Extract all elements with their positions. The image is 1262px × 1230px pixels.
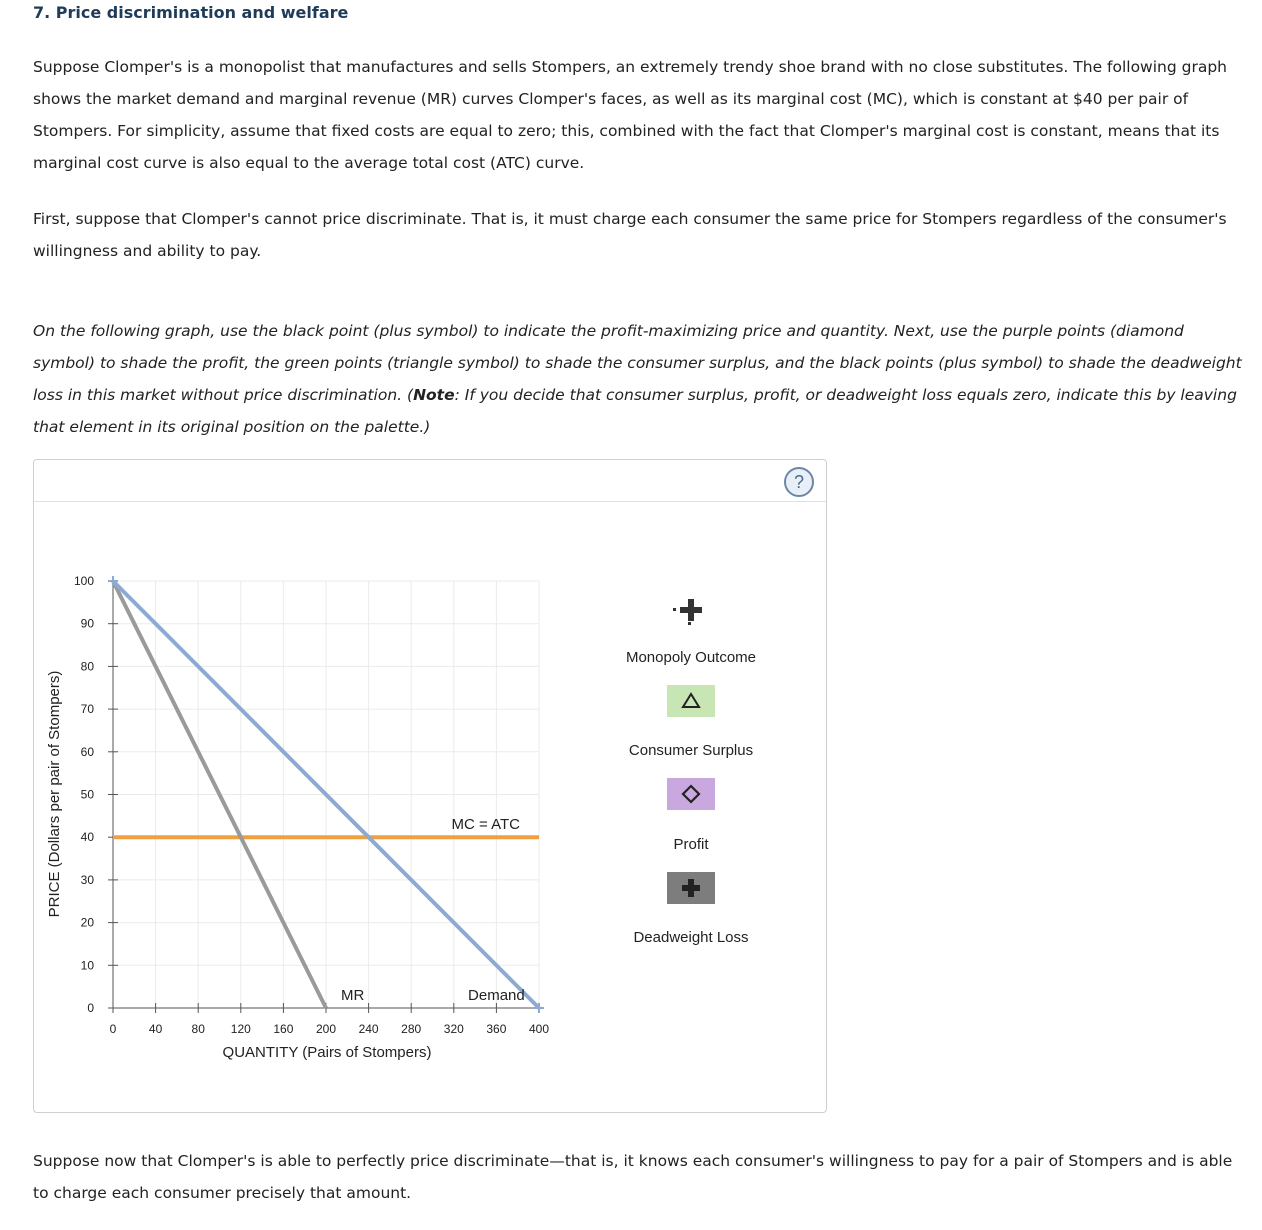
consumer-surplus-swatch — [667, 685, 715, 717]
deadweight-loss-label: Deadweight Loss — [633, 929, 749, 946]
x-tick-label: 360 — [486, 1022, 507, 1036]
y-tick-label: 10 — [80, 958, 94, 973]
plus-symbol-icon — [673, 599, 702, 625]
monopoly-outcome-point[interactable] — [673, 599, 702, 625]
y-axis-title: PRICE (Dollars per pair of Stompers) — [46, 670, 63, 918]
y-tick-label: 40 — [80, 830, 94, 845]
instruction-text-1: On the following graph, use the black point (plus symbol) to indicate the profit-maximizing price and quantity. Next, use the purple points (diamond symbol) to shade the profit, the green points (triangle symbol) to shade the consumer surplus, and the black points (plus symbol) to shade the deadweight loss in this market without price discrimination. ( — [33, 322, 1242, 404]
instruction-text-2: : If you decide that consumer surplus, profit, or deadweight loss equals zero, indicate this by leaving that element in its original position on the palette.) — [33, 386, 1237, 436]
y-tick-label: 100 — [73, 574, 94, 588]
x-tick-label: 0 — [109, 1022, 117, 1036]
y-tick-label: 90 — [80, 616, 94, 631]
x-tick-label: 40 — [148, 1022, 163, 1036]
help-icon: ? — [793, 472, 804, 492]
price-quantity-graph — [34, 460, 826, 1112]
x-axis-title: QUANTITY (Pairs of Stompers) — [222, 1044, 432, 1061]
x-tick-label: 80 — [191, 1022, 205, 1036]
x-tick-label: 400 — [528, 1022, 550, 1036]
mc-atc-label: MC = ATC — [451, 816, 520, 834]
mr-label: MR — [340, 987, 365, 1004]
x-tick-label: 320 — [443, 1022, 464, 1036]
consumer-surplus-label: Consumer Surplus — [628, 742, 754, 759]
profit-label: Profit — [673, 836, 709, 853]
y-tick-label: 70 — [80, 702, 94, 717]
y-tick-label: 60 — [80, 744, 94, 759]
question-title: 7. Price discrimination and welfare — [33, 3, 349, 22]
x-tick-label: 200 — [315, 1022, 337, 1036]
y-tick-label: 50 — [80, 787, 94, 802]
perfect-discrimination-paragraph: Suppose now that Clomper's is able to perfectly price discriminate—that is, it knows each consumer's willingness to pay for a pair of Stompers and is able to charge each consumer precisely that amount. — [33, 1152, 1233, 1202]
x-tick-label: 280 — [401, 1022, 422, 1036]
deadweight-loss-point[interactable] — [667, 872, 715, 904]
palette-consumer-surplus — [601, 740, 781, 759]
palette-deadweight-loss — [601, 927, 781, 946]
y-tick-label: 20 — [80, 915, 94, 930]
profit-point[interactable] — [667, 778, 715, 810]
consumer-surplus-point[interactable] — [667, 685, 715, 717]
monopoly-outcome-label: Monopoly Outcome — [625, 649, 757, 666]
y-tick-label: 30 — [80, 872, 94, 887]
x-tick-label: 240 — [358, 1022, 379, 1036]
y-tick-label: 0 — [87, 1001, 94, 1015]
no-discrimination-paragraph: First, suppose that Clomper's cannot price discriminate. That is, it must charge each consumer the same price for Stompers regardless of the consumer's willingness and ability to pay. — [33, 210, 1227, 260]
graph-panel — [33, 459, 827, 1113]
intro-paragraph: Suppose Clomper's is a monopolist that manufactures and sells Stompers, an extremely trendy shoe brand with no close substitutes. The following graph shows the market demand and marginal revenue (MR) curves Clomper's faces, as well as its marginal cost (MC), which is constant at $40 per pair of Stompers. For simplicity, assume that fixed costs are equal to zero; this, combined with the fact that Clomper's marginal cost is constant, means that its marginal cost curve is also equal to the average total cost (ATC) curve. — [33, 58, 1228, 172]
y-tick-label: 80 — [80, 659, 94, 674]
note-label: Note — [413, 386, 455, 404]
palette-monopoly-outcome — [601, 647, 781, 666]
x-tick-label: 160 — [273, 1022, 294, 1036]
palette-profit — [601, 834, 781, 853]
profit-swatch — [667, 778, 715, 810]
demand-label: Demand — [468, 987, 525, 1004]
x-tick-label: 120 — [230, 1022, 251, 1036]
axes — [108, 581, 539, 1013]
instruction-paragraph — [33, 315, 1243, 443]
